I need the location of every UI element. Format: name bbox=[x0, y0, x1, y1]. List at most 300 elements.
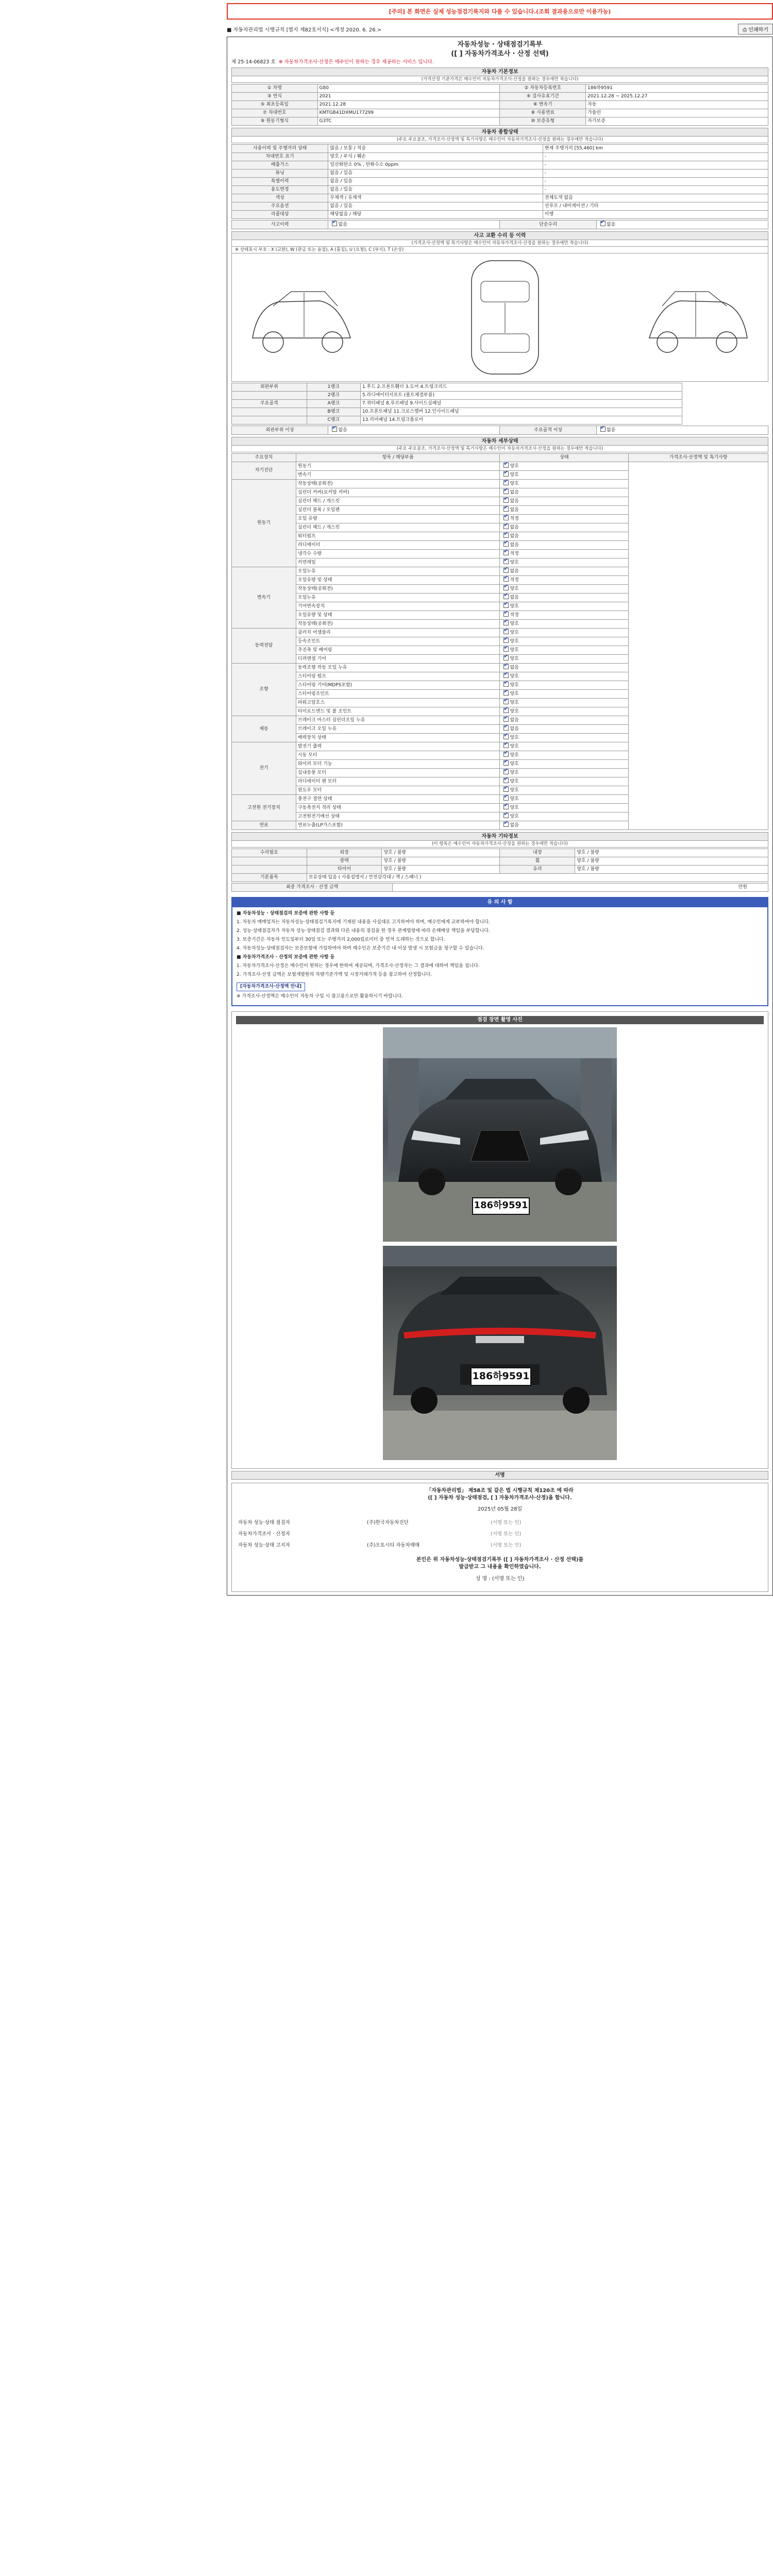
detail-status bbox=[500, 707, 629, 716]
detail-item: 브레이크 오일 누유 bbox=[296, 725, 500, 734]
checkbox-checked[interactable] bbox=[503, 489, 509, 494]
detail-status bbox=[500, 576, 629, 585]
detail-item: 연료누출(LP가스포함) bbox=[296, 821, 500, 830]
checkbox-checked[interactable] bbox=[600, 221, 606, 226]
checkbox-checked[interactable] bbox=[332, 221, 337, 226]
checkbox-checked[interactable] bbox=[503, 673, 509, 678]
detail-status-label: 없음 bbox=[510, 718, 519, 723]
detail-status bbox=[500, 742, 629, 751]
detail-status bbox=[500, 777, 629, 786]
detail-status-label: 양호 bbox=[510, 744, 519, 749]
history-table bbox=[231, 383, 768, 425]
basic-info-cell: 2021.12.28 ~ 2025.12.27 bbox=[586, 93, 768, 101]
basic-info-row bbox=[232, 117, 768, 126]
checkbox-checked[interactable] bbox=[503, 664, 509, 669]
basic-info-cell: ⑧ 사용연료 bbox=[500, 109, 586, 117]
section-sign-title: 서명 bbox=[231, 1471, 768, 1480]
exterior-label: 외판부위 이상 bbox=[232, 426, 328, 435]
history-row bbox=[232, 383, 768, 392]
basic-info-cell: ③ 연식 bbox=[232, 93, 318, 101]
summary-cell: - bbox=[543, 170, 768, 178]
terms-p5: 1. 자동차가격조사·산정은 매수인이 원하는 경우에 한하여 제공되며, 가격조사·산정자는 그 결과에 대하여 책임을 집니다. bbox=[237, 963, 480, 969]
detail-status-label: 양호 bbox=[510, 788, 519, 793]
summary-cell: 차대번호 표기 bbox=[232, 153, 328, 161]
terms-h1: ■ 자동차성능 · 상태점검의 보증에 관한 사항 등 bbox=[237, 911, 335, 916]
detail-status-label: 양호 bbox=[510, 761, 519, 767]
license-plate-front: 186하9591 bbox=[472, 1197, 530, 1215]
photo-rear bbox=[383, 1246, 617, 1460]
detail-status-label: 양호 bbox=[510, 735, 519, 740]
exterior-value: 없음 bbox=[338, 428, 347, 433]
detail-item: 윈도우 모터 bbox=[296, 786, 500, 795]
basic-info-cell: ④ 검사유효기간 bbox=[500, 93, 586, 101]
detail-status-label: 없음 bbox=[510, 823, 519, 828]
detail-item: 배력장치 상태 bbox=[296, 734, 500, 742]
accident-table bbox=[231, 220, 768, 229]
detail-item: 구동축전지 격리 상태 bbox=[296, 804, 500, 812]
doc-title-sub: ([ ] 자동차가격조사 · 산정 선택) bbox=[451, 50, 549, 58]
checkbox-checked[interactable] bbox=[503, 725, 509, 731]
detail-status-label: 적정 bbox=[510, 516, 519, 521]
detail-status-label: 적정 bbox=[510, 578, 519, 583]
checkbox-checked[interactable] bbox=[503, 795, 509, 801]
checkbox-checked[interactable] bbox=[503, 541, 509, 547]
checkbox-checked[interactable] bbox=[503, 585, 509, 590]
detail-group-name: 연료 bbox=[232, 821, 296, 830]
detail-status-label: 양호 bbox=[510, 560, 519, 565]
summary-cell: 많음 / 보통 / 적음 bbox=[328, 145, 543, 153]
printer-icon: ⎙ bbox=[743, 27, 747, 33]
history-cell: 주요골격 bbox=[232, 400, 307, 408]
checkbox-checked[interactable] bbox=[503, 524, 509, 529]
detail-status bbox=[500, 558, 629, 567]
summary-cell: - bbox=[543, 161, 768, 170]
basic-info-cell: ⑦ 차대번호 bbox=[232, 109, 318, 117]
checkbox-checked[interactable] bbox=[503, 480, 509, 485]
terms-p6: 2. 가격조사·산정 금액은 보험개발원의 차량기준가액 및 시장거래가격 등을 참고하여 산정합니다. bbox=[237, 972, 432, 977]
summary-cell: 없음 / 있음 bbox=[328, 186, 543, 194]
detail-status bbox=[500, 629, 629, 637]
section-detail-sub: (주요 주요골조, 가격조사·산정액 및 특기사항은 매수인이 자동차가격조사·산정을 원하는 경우에만 적습니다) bbox=[231, 446, 768, 452]
history-cell bbox=[232, 416, 307, 425]
print-label: 인쇄하기 bbox=[748, 27, 768, 33]
detail-item: 오일누유 bbox=[296, 567, 500, 576]
report-frame bbox=[227, 37, 773, 1596]
history-cell: 10.프론트패널 11.크로스멤버 12.인사이드패널 bbox=[360, 408, 682, 416]
section-summary-sub: (주요 주요골조, 가격조사·산정액 및 특기사항은 매수인이 자동차가격조사·산정을 원하는 경우에만 적습니다) bbox=[231, 137, 768, 143]
history-cell: 1랭크 bbox=[307, 383, 360, 392]
history-cell: C랭크 bbox=[307, 416, 360, 425]
detail-item: 와이퍼 모터 기능 bbox=[296, 760, 500, 769]
history-cell: B랭크 bbox=[307, 408, 360, 416]
summary-cell: 이행 bbox=[543, 211, 768, 219]
checkbox-checked[interactable] bbox=[600, 427, 606, 432]
photos-title: 점검 장면 촬영 사진 bbox=[236, 1016, 764, 1024]
detail-status bbox=[500, 760, 629, 769]
checkbox-checked[interactable] bbox=[503, 577, 509, 582]
detail-status-label: 양호 bbox=[510, 621, 519, 626]
detail-col-status: 상태 bbox=[500, 454, 629, 462]
summary-cell: 일산화탄소 0% , 탄화수소 0ppm bbox=[328, 161, 543, 170]
etc-cell: 양호 / 불량 bbox=[575, 866, 768, 874]
detail-status-label: 양호 bbox=[510, 683, 519, 688]
car-left-side-icon bbox=[242, 261, 361, 374]
etc-cell: 유리 bbox=[500, 866, 575, 874]
checkbox-checked[interactable] bbox=[503, 463, 509, 468]
detail-item: 워터펌프 bbox=[296, 532, 500, 541]
sign-field: (서명 또는 인) bbox=[491, 1531, 522, 1537]
price-table bbox=[231, 883, 768, 892]
history-cell: 13.리어패널 14.트렁크플로어 bbox=[360, 416, 682, 425]
notice-banner: [주의] 본 화면은 실제 성능점검기록지와 다를 수 있습니다.(조회 결과용으로만 이용가능) bbox=[227, 3, 773, 20]
sign-row bbox=[238, 1529, 762, 1540]
sign-field: 자동차 성능·상태 점검자 bbox=[238, 1520, 290, 1526]
section-etc-title: 자동차 기타정보 bbox=[231, 832, 768, 841]
basic-info-row bbox=[232, 101, 768, 109]
etc-cell: 양호 / 불량 bbox=[382, 857, 500, 866]
summary-cell: 주요옵션 bbox=[232, 202, 328, 211]
print-button[interactable] bbox=[738, 24, 773, 35]
checkbox-checked[interactable] bbox=[503, 717, 509, 722]
summary-cell: 없음 / 있음 bbox=[328, 178, 543, 186]
checkbox-checked[interactable] bbox=[503, 568, 509, 573]
detail-status-label: 적정 bbox=[510, 551, 519, 556]
detail-status-label: 양호 bbox=[510, 656, 519, 662]
history-row bbox=[232, 400, 768, 408]
detail-status-label: 양호 bbox=[510, 814, 519, 819]
detail-group-name: 제동 bbox=[232, 716, 296, 742]
terms-h2: ■ 자동차가격조사 · 산정의 보증에 관한 사항 등 bbox=[237, 955, 335, 960]
etc-row bbox=[232, 866, 768, 874]
terms-p3: 3. 보증기간은 자동차 인도일부터 30일 또는 주행거리 2,000킬로미터 중 먼저 도래하는 것으로 합니다. bbox=[237, 937, 445, 942]
detail-status bbox=[500, 646, 629, 655]
terms-p1: 1. 자동차 매매업자는 자동차성능·상태점검기록지에 기재된 내용을 사실대로 고지하여야 하며, 매수인에게 교부하여야 합니다. bbox=[237, 920, 491, 925]
summary-cell: 색상 bbox=[232, 194, 328, 202]
summary-cell: - bbox=[543, 178, 768, 186]
detail-item: 발전기 출력 bbox=[296, 742, 500, 751]
checkbox-checked[interactable] bbox=[503, 550, 509, 555]
simple-repair-value: 없음 bbox=[606, 222, 616, 227]
summary-cell: 해당없음 / 해당 bbox=[328, 211, 543, 219]
checkbox-checked[interactable] bbox=[503, 743, 509, 748]
basic-info-cell: ⑩ 보증유형 bbox=[500, 117, 586, 126]
detail-status bbox=[500, 655, 629, 664]
status-legend: ※ 상태표시 부호 : X (교환), W (판금 또는 용접), A (흠집), U (요철), C (부식), T (손상) bbox=[231, 247, 768, 253]
basic-info-cell: ⑥ 변속기 bbox=[500, 101, 586, 109]
section-history-title: 사고 교환 수리 등 이력 bbox=[231, 231, 768, 240]
history-row bbox=[232, 416, 768, 425]
summary-cell: 전체도색 없음 bbox=[543, 194, 768, 202]
frame-label: 주요골격 이상 bbox=[500, 426, 596, 435]
checkbox-checked[interactable] bbox=[503, 760, 509, 766]
checkbox-checked[interactable] bbox=[503, 506, 509, 512]
detail-item: 브레이크 마스터 실린더오일 누유 bbox=[296, 716, 500, 725]
detail-item: 라디에이터 팬 모터 bbox=[296, 777, 500, 786]
detail-group-name: 조향 bbox=[232, 664, 296, 716]
price-value: 만원 bbox=[393, 884, 768, 892]
summary-row bbox=[232, 170, 768, 178]
detail-status bbox=[500, 611, 629, 620]
checkbox-checked[interactable] bbox=[503, 682, 509, 687]
checkbox-checked[interactable] bbox=[503, 515, 509, 520]
detail-status-label: 양호 bbox=[510, 796, 519, 802]
checkbox-checked[interactable] bbox=[332, 427, 337, 432]
frame-value: 없음 bbox=[606, 428, 616, 433]
checkbox-checked[interactable] bbox=[503, 533, 509, 538]
basic-info-cell: 자가보증 bbox=[586, 117, 768, 126]
summary-row bbox=[232, 202, 768, 211]
section-basic-title: 자동차 기본정보 bbox=[231, 67, 768, 76]
checkbox-checked[interactable] bbox=[503, 647, 509, 652]
history-cell: A랭크 bbox=[307, 400, 360, 408]
detail-status bbox=[500, 471, 629, 480]
detail-col-note: 가격조사·산정액 및 특기사항 bbox=[629, 454, 768, 462]
summary-cell: 배출가스 bbox=[232, 161, 328, 170]
detail-item: 라디에이터 bbox=[296, 541, 500, 550]
etc-row bbox=[232, 857, 768, 866]
accident-value: 없음 bbox=[338, 222, 347, 227]
detail-status bbox=[500, 734, 629, 742]
detail-status-label: 없음 bbox=[510, 525, 519, 530]
detail-status-label: 양호 bbox=[510, 779, 519, 784]
checkbox-checked[interactable] bbox=[503, 752, 509, 757]
detail-item: 기어변속장치 bbox=[296, 602, 500, 611]
basic-items-value: 보유상태 있음 ( 사용설명서 / 안전삼각대 / 잭 / 스패너 ) bbox=[307, 874, 768, 882]
etc-cell: 타이어 bbox=[307, 866, 382, 874]
detail-status-label: 양호 bbox=[510, 700, 519, 705]
sign-field: (주)한국자동차진단 bbox=[367, 1520, 409, 1526]
summary-row bbox=[232, 145, 768, 153]
form-info: ■ 자동차관리법 시행규칙 [별지 제82호서식] <개정 2020. 6. 26.> bbox=[227, 27, 382, 33]
etc-cell: 광택 bbox=[307, 857, 382, 866]
doc-title: 자동차성능 · 상태점검기록부 bbox=[457, 41, 543, 48]
detail-status bbox=[500, 786, 629, 795]
section-detail-title: 자동차 세부상태 bbox=[231, 437, 768, 446]
basic-info-row bbox=[232, 109, 768, 117]
detail-item: 오일유량 및 상태 bbox=[296, 611, 500, 620]
detail-status-label: 양호 bbox=[510, 604, 519, 609]
basic-info-cell: KMTGB41DXMU177299 bbox=[317, 109, 500, 117]
doc-number: 제 25-14-06823 호 bbox=[231, 59, 276, 65]
checkbox-checked[interactable] bbox=[503, 769, 509, 774]
form-header bbox=[227, 24, 773, 35]
detail-group-name: 동력전달 bbox=[232, 629, 296, 664]
detail-status bbox=[500, 690, 629, 699]
sign-bottom-2: 발급받고 그 내용을 확인하였습니다. bbox=[459, 1564, 541, 1570]
checkbox-checked[interactable] bbox=[503, 594, 509, 599]
detail-status-label: 양호 bbox=[510, 481, 519, 486]
etc-cell: 휠 bbox=[500, 857, 575, 866]
sign-field: 자동차 성능·상태 고지자 bbox=[238, 1543, 290, 1548]
detail-status-label: 양호 bbox=[510, 639, 519, 644]
detail-status bbox=[500, 812, 629, 821]
basic-info-cell: ⑨ 원동기형식 bbox=[232, 117, 318, 126]
detail-status bbox=[500, 497, 629, 506]
summary-cell: 양호 / 부식 / 훼손 bbox=[328, 153, 543, 161]
terms-p7: ※ 가격조사·산정액은 매수인이 자동차 구입 시 참고용으로만 활용하시기 바랍니다. bbox=[237, 994, 404, 999]
detail-status-label: 적정 bbox=[510, 613, 519, 618]
history-result-table bbox=[231, 426, 768, 435]
detail-item: 충전구 절연 상태 bbox=[296, 795, 500, 804]
history-cell: 2랭크 bbox=[307, 392, 360, 400]
summary-cell: 튜닝 bbox=[232, 170, 328, 178]
detail-status bbox=[500, 585, 629, 594]
car-diagram bbox=[231, 253, 768, 382]
detail-col-item: 항목 / 해당부품 bbox=[296, 454, 500, 462]
detail-status bbox=[500, 672, 629, 681]
detail-item: 실내송풍 모터 bbox=[296, 769, 500, 777]
detail-status bbox=[500, 699, 629, 707]
basic-info-row bbox=[232, 93, 768, 101]
inspection-photos bbox=[231, 1011, 768, 1469]
checkbox-checked[interactable] bbox=[503, 559, 509, 564]
history-cell: 1.후드 2.프론트휀더 3.도어 4.트렁크리드 bbox=[360, 383, 682, 392]
detail-item: 디퍼렌셜 기어 bbox=[296, 655, 500, 664]
car-right-side-icon bbox=[639, 261, 758, 374]
detail-status-label: 없음 bbox=[510, 499, 519, 504]
license-plate-rear: 186하9591 bbox=[470, 1367, 531, 1386]
checkbox-checked[interactable] bbox=[503, 778, 509, 783]
checkbox-checked[interactable] bbox=[503, 804, 509, 809]
checkbox-checked[interactable] bbox=[503, 822, 509, 827]
detail-status bbox=[500, 462, 629, 471]
document bbox=[227, 0, 773, 1596]
detail-group-name: 고전원 전기장치 bbox=[232, 795, 296, 821]
car-rear-photo bbox=[383, 1246, 617, 1460]
detail-status-label: 없음 bbox=[510, 543, 519, 548]
checkbox-checked[interactable] bbox=[503, 813, 509, 818]
detail-group-name: 자기진단 bbox=[232, 462, 296, 480]
checkbox-checked[interactable] bbox=[503, 708, 509, 713]
basic-info-cell: G3TC bbox=[317, 117, 500, 126]
detail-status-label: 양호 bbox=[510, 691, 519, 697]
detail-item: 커먼레일 bbox=[296, 558, 500, 567]
history-cell bbox=[232, 408, 307, 416]
detail-item: 작동상태(공회전) bbox=[296, 585, 500, 594]
basic-info-cell: 2021.12.28 bbox=[317, 101, 500, 109]
summary-cell: 없음 / 있음 bbox=[328, 202, 543, 211]
checkbox-checked[interactable] bbox=[503, 690, 509, 696]
sign-field: 자동차가격조사 · 산정자 bbox=[238, 1531, 290, 1537]
checkbox-checked[interactable] bbox=[503, 629, 509, 634]
basic-info-cell: G80 bbox=[317, 84, 500, 93]
detail-status bbox=[500, 488, 629, 497]
summary-cell: - bbox=[543, 186, 768, 194]
detail-status bbox=[500, 821, 629, 830]
detail-status bbox=[500, 804, 629, 812]
checkbox-checked[interactable] bbox=[503, 655, 509, 660]
detail-item: 원동기 bbox=[296, 462, 500, 471]
basic-info-cell: 가솔린 bbox=[586, 109, 768, 117]
detail-item: 타이로드엔드 및 볼 조인트 bbox=[296, 707, 500, 716]
detail-item: 동력조향 작동 오일 누유 bbox=[296, 664, 500, 672]
sign-field: (주)오토시티 자동차매매 bbox=[367, 1543, 420, 1548]
checkbox-checked[interactable] bbox=[503, 471, 509, 477]
checkbox-checked[interactable] bbox=[503, 612, 509, 617]
summary-cell: 사용이력 및 주행거리 상태 bbox=[232, 145, 328, 153]
doc-warning: ※ 자동차가격조사·산정은 매수인이 원하는 경우 제공하는 서비스 입니다. bbox=[278, 59, 434, 65]
detail-status bbox=[500, 515, 629, 523]
detail-status bbox=[500, 725, 629, 734]
detail-note bbox=[629, 462, 768, 830]
detail-item: 시동 모터 bbox=[296, 751, 500, 760]
summary-row bbox=[232, 161, 768, 170]
detail-status bbox=[500, 664, 629, 672]
car-top-view-icon bbox=[446, 257, 564, 378]
detail-item: 변속기 bbox=[296, 471, 500, 480]
checkbox-checked[interactable] bbox=[503, 787, 509, 792]
detail-status bbox=[500, 567, 629, 576]
history-cell: 외판부위 bbox=[232, 383, 307, 392]
summary-cell: 없음 / 있음 bbox=[328, 170, 543, 178]
detail-item: 냉각수 수량 bbox=[296, 550, 500, 558]
detail-status bbox=[500, 769, 629, 777]
checkbox-checked[interactable] bbox=[503, 498, 509, 503]
detail-status-label: 양호 bbox=[510, 586, 519, 591]
detail-status bbox=[500, 480, 629, 488]
etc-cell bbox=[232, 866, 307, 874]
history-cell: 7.쿼터패널 8.루프패널 9.사이드실패널 bbox=[360, 400, 682, 408]
history-cell: 5.라디에이터서포트 (볼트체결부품) bbox=[360, 392, 682, 400]
checkbox-checked[interactable] bbox=[503, 699, 509, 704]
detail-group-name: 원동기 bbox=[232, 480, 296, 567]
basic-info-table bbox=[231, 84, 768, 126]
section-etc-sub: (이 항목은 매수인이 자동차가격조사·산정을 원하는 경우에만 적습니다) bbox=[231, 841, 768, 848]
detail-status bbox=[500, 795, 629, 804]
detail-group-name: 전기 bbox=[232, 742, 296, 795]
basic-info-cell: ⑤ 최초등록일 bbox=[232, 101, 318, 109]
detail-status-label: 양호 bbox=[510, 770, 519, 775]
detail-status bbox=[500, 523, 629, 532]
summary-row bbox=[232, 194, 768, 202]
basic-info-cell: ① 차명 bbox=[232, 84, 318, 93]
sign-statement-1: 「자동차관리법」 제58조 및 같은 법 시행규칙 제120조 에 따라 bbox=[426, 1488, 574, 1494]
summary-cell: 현재 주행거리 [55,460] km bbox=[543, 145, 768, 153]
detail-item: 추진축 및 베어링 bbox=[296, 646, 500, 655]
summary-cell: 용도변경 bbox=[232, 186, 328, 194]
basic-info-cell: 자동 bbox=[586, 101, 768, 109]
etc-cell: 양호 / 불량 bbox=[575, 857, 768, 866]
detail-status bbox=[500, 681, 629, 690]
basic-info-cell: 186하9591 bbox=[586, 84, 768, 93]
checkbox-checked[interactable] bbox=[503, 603, 509, 608]
detail-status bbox=[500, 637, 629, 646]
summary-cell: 특별이력 bbox=[232, 178, 328, 186]
detail-item: 스티어링 기어(MDPS포함) bbox=[296, 681, 500, 690]
detail-item: 실린더 헤드 / 개스킷 bbox=[296, 523, 500, 532]
etc-cell: 양호 / 불량 bbox=[382, 849, 500, 857]
detail-status-label: 없음 bbox=[510, 490, 519, 495]
summary-row bbox=[232, 153, 768, 161]
etc-cell bbox=[232, 857, 307, 866]
sign-date: 2025년 05월 28일 bbox=[477, 1506, 523, 1512]
detail-item: 오일누유 bbox=[296, 594, 500, 602]
detail-status-label: 없음 bbox=[510, 595, 519, 600]
checkbox-checked[interactable] bbox=[503, 638, 509, 643]
checkbox-checked[interactable] bbox=[503, 734, 509, 739]
detail-status-label: 없음 bbox=[510, 534, 519, 539]
detail-status bbox=[500, 594, 629, 602]
detail-status bbox=[500, 602, 629, 611]
detail-row bbox=[232, 462, 768, 471]
checkbox-checked[interactable] bbox=[503, 620, 509, 625]
summary-cell: - bbox=[543, 153, 768, 161]
etc-cell: 외장 bbox=[307, 849, 382, 857]
history-row bbox=[232, 408, 768, 416]
terms-box bbox=[231, 897, 768, 1006]
summary-cell: 무채색 / 유채색 bbox=[328, 194, 543, 202]
detail-status bbox=[500, 506, 629, 515]
